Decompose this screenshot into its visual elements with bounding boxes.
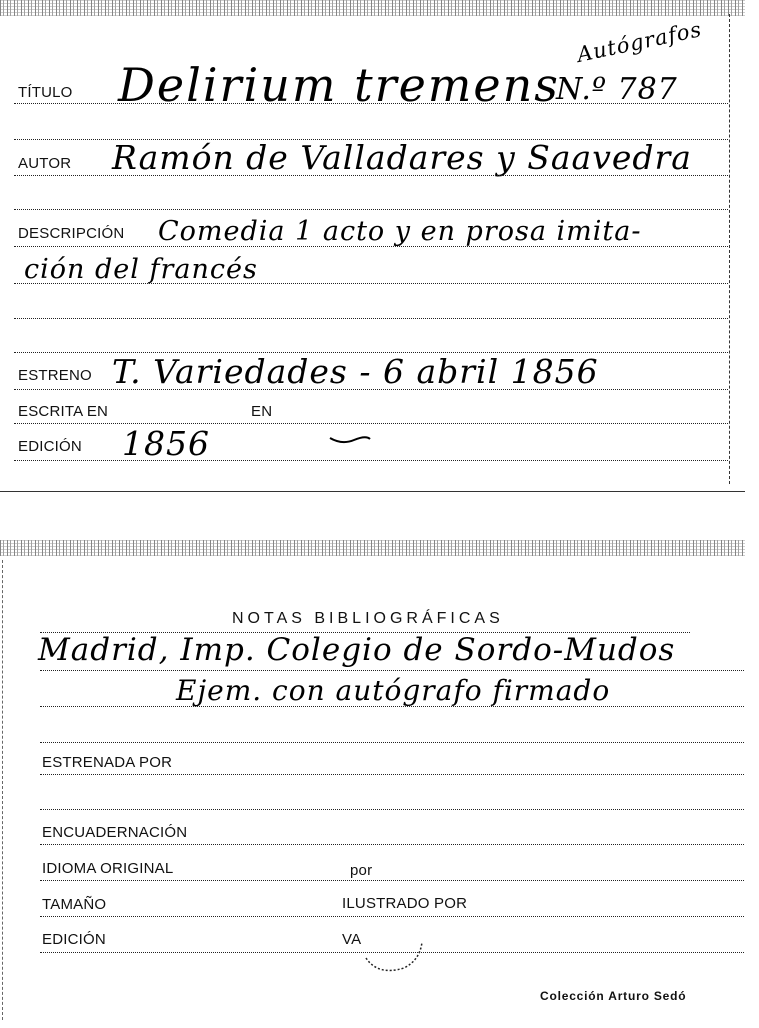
ilustrado-por-label: ILUSTRADO POR [342,895,468,912]
card-bottom-edge-texture [0,540,745,556]
idioma-original-label: IDIOMA ORIGINAL [42,860,174,877]
autor-label: AUTOR [18,155,72,172]
descripcion-line [14,246,728,248]
notas-value-line2: Ejem. con autógrafo firmado [176,674,611,707]
titulo-line [14,103,728,105]
encuadernacion-line [40,844,744,846]
card-top-edge-texture [0,0,745,16]
estrenada-por-line [40,774,744,776]
descripcion-line-3 [14,318,728,320]
tamano-label: TAMAÑO [42,896,107,913]
numero-value: N.º 787 [556,72,678,107]
autor-line-2 [14,209,728,211]
va-label: VA [342,931,362,948]
estrenada-por-label: ESTRENADA POR [42,754,173,771]
idioma-original-line [40,880,744,882]
autor-line [14,175,728,177]
card-bottom-left-edge [2,560,3,1020]
edicion-bottom-line [40,952,744,954]
descripcion-value-line2: ción del francés [24,254,258,285]
catalog-card-bottom [0,540,745,1028]
autografos-note: Autógrafos [574,17,705,67]
pen-stroke-mark [328,430,372,446]
notas-value-line1: Madrid, Imp. Colegio de Sordo-Mudos [38,632,676,668]
encuadernacion-label: ENCUADERNACIÓN [42,824,188,841]
por-label: por [350,862,373,879]
titulo-value: Delirium tremens [118,58,560,112]
notas-heading: NOTAS BIBLIOGRÁFICAS [232,610,504,627]
edicion-line [14,460,728,462]
edicion-value: 1856 [122,424,210,463]
estrenada-por-line-2 [40,809,744,811]
autor-value: Ramón de Valladares y Saavedra [112,138,692,177]
estreno-value: T. Variedades - 6 abril 1856 [112,352,599,391]
card-top-right-edge [729,14,730,484]
estreno-label: ESTRENO [18,367,92,384]
torn-corner-mark [360,938,430,978]
edicion-bottom-label: EDICIÓN [42,931,106,948]
descripcion-line-2 [14,283,728,285]
card-top-bottom-edge [0,491,745,492]
edicion-label: EDICIÓN [18,438,82,455]
notas-line-2 [40,706,744,708]
notas-line [40,670,744,672]
descripcion-value-line1: Comedia 1 acto y en prosa imita- [158,216,642,247]
estreno-line [14,389,728,391]
titulo-label: TÍTULO [18,84,73,101]
escrita-en-label: ESCRITA EN [18,403,109,420]
catalog-card-top [0,0,745,492]
notas-line-3 [40,742,744,744]
en-label: EN [251,403,273,420]
descripcion-label: DESCRIPCIÓN [18,225,125,242]
tamano-line [40,916,744,918]
collection-credit: Colección Arturo Sedó [540,989,687,1003]
